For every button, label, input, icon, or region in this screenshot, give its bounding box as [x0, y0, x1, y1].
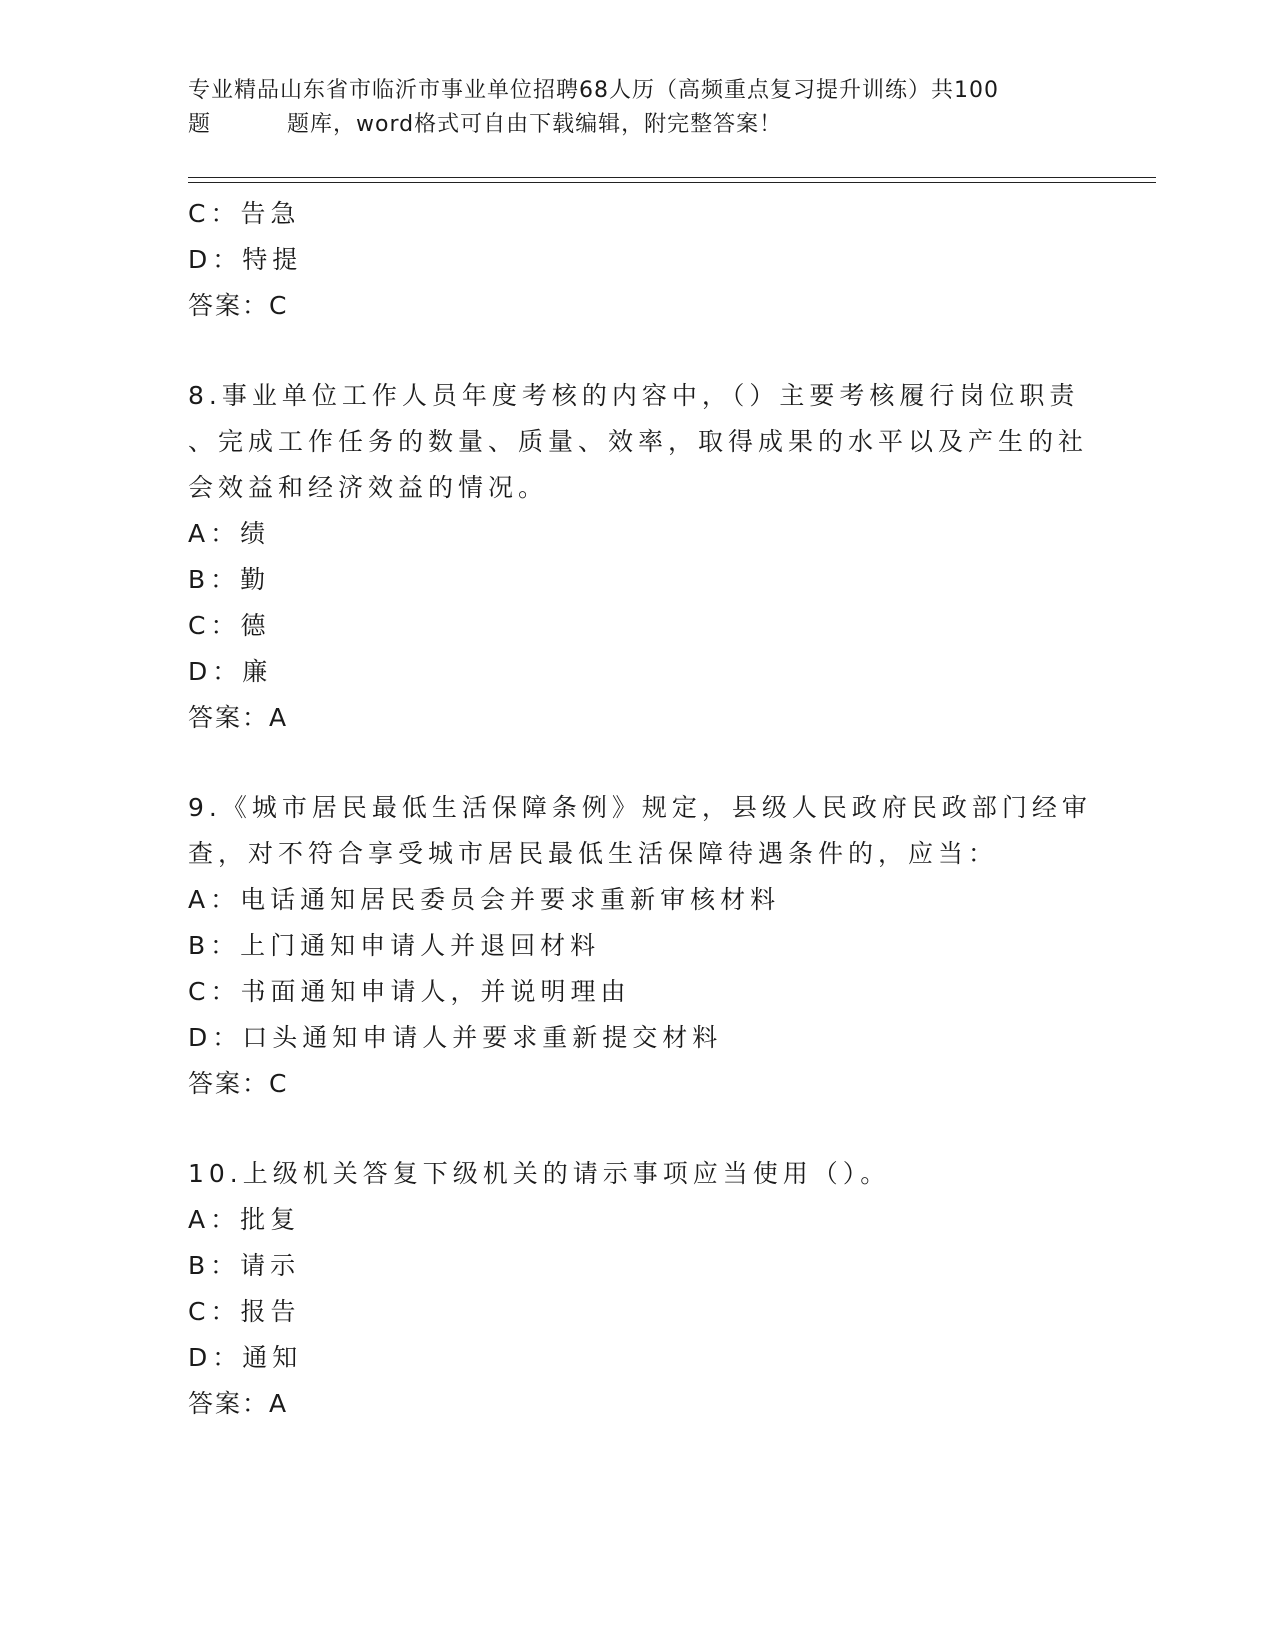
question-text-line: 9.《城市居民最低生活保障条例》规定，县级人民政府民政部门经审 [188, 793, 1092, 822]
answer-line: 答案：A [188, 703, 289, 732]
header-title-line2 [188, 108, 1168, 142]
header-rule-top [188, 177, 1156, 178]
option-d: D：口头通知申请人并要求重新提交材料 [188, 1023, 723, 1052]
option-a: A：电话通知居民委员会并要求重新审核材料 [188, 885, 781, 914]
option-c: C：德 [188, 611, 271, 640]
option-d: D：特提 [188, 245, 303, 274]
question-text-line: 会效益和经济效益的情况。 [188, 473, 549, 502]
option-b: B：上门通知申请人并退回材料 [188, 931, 601, 960]
header-title-line1: 专业精品山东省市临沂市事业单位招聘68人历（高频重点复习提升训练）共100 [188, 78, 999, 103]
option-a: A：批复 [188, 1205, 301, 1234]
answer-line: 答案：C [188, 291, 289, 320]
question-text-line: 查，对不符合享受城市居民最低生活保障待遇条件的，应当： [188, 839, 999, 868]
question-text-line: 8.事业单位工作人员年度考核的内容中，（）主要考核履行岗位职责 [188, 381, 1080, 410]
option-d: D：通知 [188, 1343, 303, 1372]
option-c: C：告急 [188, 199, 301, 228]
question-8 [188, 373, 1088, 741]
question-list [188, 191, 1092, 1427]
question-9 [188, 785, 1092, 1107]
answer-line: 答案：C [188, 1069, 289, 1098]
header-title-line2-rest: 题库，word格式可自由下载编辑，附完整答案！ [287, 112, 783, 137]
option-b: B：勤 [188, 565, 271, 594]
header-title-line2-prefix: 题 [188, 112, 212, 137]
option-d: D：廉 [188, 657, 273, 686]
answer-line: 答案：A [188, 1389, 289, 1418]
option-b: B：请示 [188, 1251, 301, 1280]
question-text-line: 、完成工作任务的数量、质量、效率，取得成果的水平以及产生的社 [188, 427, 1089, 456]
option-a: A：绩 [188, 519, 271, 548]
document-header [188, 74, 1168, 142]
header-rule-bottom [188, 182, 1156, 183]
option-c: C：书面通知申请人，并说明理由 [188, 977, 631, 1006]
question-text-line: 10.上级机关答复下级机关的请示事项应当使用（）。 [188, 1159, 891, 1188]
question-7-continuation [188, 191, 1088, 329]
question-10 [188, 1151, 1088, 1427]
option-c: C：报告 [188, 1297, 301, 1326]
